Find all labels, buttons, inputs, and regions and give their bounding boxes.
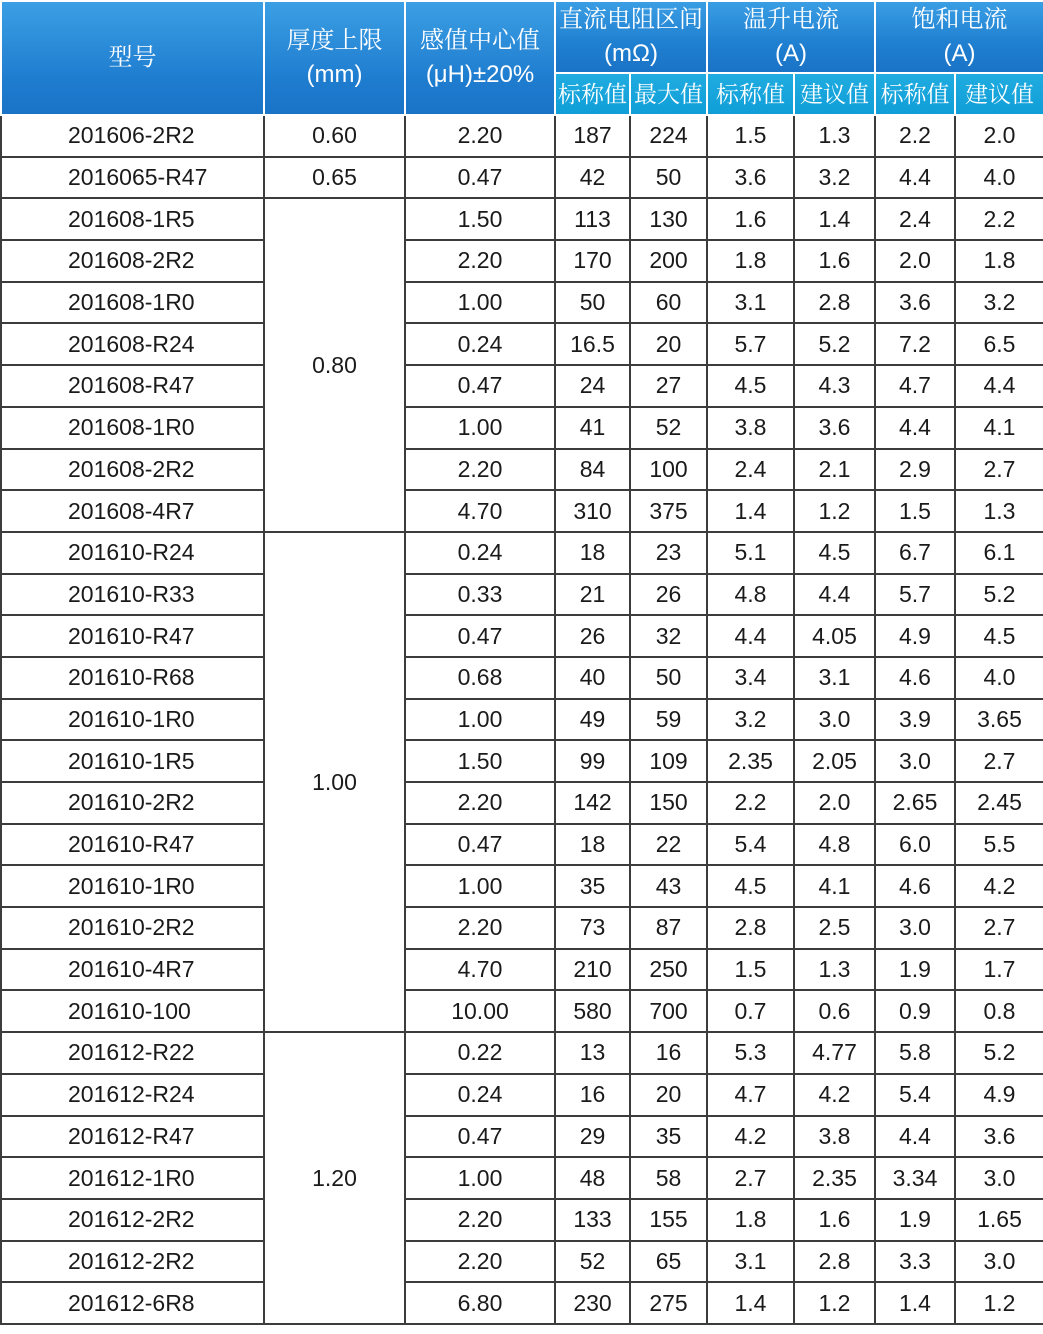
- model-cell: 201610-R47: [1, 824, 264, 866]
- model-cell: 201612-2R2: [1, 1199, 264, 1241]
- sat-nominal-cell: 4.7: [875, 365, 955, 407]
- temp-suggested-cell: 1.6: [794, 240, 875, 282]
- dcr-max-cell: 155: [630, 1199, 707, 1241]
- sat-suggested-cell: 1.8: [955, 240, 1043, 282]
- temp-suggested-cell: 2.8: [794, 282, 875, 324]
- model-cell: 201612-2R2: [1, 1241, 264, 1283]
- dcr-max-cell: 35: [630, 1116, 707, 1158]
- inductance-cell: 1.00: [405, 407, 555, 449]
- sat-suggested-cell: 1.3: [955, 490, 1043, 532]
- sat-nominal-cell: 3.34: [875, 1157, 955, 1199]
- dcr-max-cell: 43: [630, 865, 707, 907]
- temp-suggested-cell: 2.35: [794, 1157, 875, 1199]
- dcr-max-cell: 60: [630, 282, 707, 324]
- dcr-max-cell: 26: [630, 574, 707, 616]
- header-saturation-line2: (A): [943, 40, 976, 67]
- dcr-nominal-cell: 21: [555, 574, 630, 616]
- inductance-cell: 0.33: [405, 574, 555, 616]
- model-cell: 201608-2R2: [1, 449, 264, 491]
- inductance-cell: 2.20: [405, 1241, 555, 1283]
- temp-nominal-cell: 5.1: [707, 532, 794, 574]
- model-cell: 201606-2R2: [1, 115, 264, 157]
- sat-suggested-cell: 4.4: [955, 365, 1043, 407]
- dcr-nominal-cell: 18: [555, 532, 630, 574]
- inductance-cell: 1.00: [405, 282, 555, 324]
- inductance-cell: 4.70: [405, 949, 555, 991]
- sat-nominal-cell: 3.0: [875, 907, 955, 949]
- inductance-cell: 1.00: [405, 1157, 555, 1199]
- sat-suggested-cell: 4.1: [955, 407, 1043, 449]
- inductance-cell: 2.20: [405, 1199, 555, 1241]
- model-cell: 201608-1R0: [1, 282, 264, 324]
- temp-nominal-cell: 4.4: [707, 615, 794, 657]
- dcr-max-cell: 32: [630, 615, 707, 657]
- temp-nominal-cell: 2.7: [707, 1157, 794, 1199]
- dcr-nominal-cell: 49: [555, 699, 630, 741]
- temp-suggested-cell: 2.5: [794, 907, 875, 949]
- dcr-nominal-cell: 24: [555, 365, 630, 407]
- dcr-max-cell: 50: [630, 157, 707, 199]
- temp-nominal-cell: 4.2: [707, 1116, 794, 1158]
- sat-nominal-cell: 5.7: [875, 574, 955, 616]
- temp-suggested-cell: 2.1: [794, 449, 875, 491]
- inductance-cell: 2.20: [405, 240, 555, 282]
- sat-suggested-cell: 4.0: [955, 657, 1043, 699]
- thickness-cell: 0.65: [264, 157, 405, 199]
- thickness-cell: 1.00: [264, 532, 405, 1032]
- dcr-nominal-cell: 73: [555, 907, 630, 949]
- sat-suggested-cell: 2.2: [955, 198, 1043, 240]
- inductance-cell: 10.00: [405, 990, 555, 1032]
- temp-nominal-cell: 1.4: [707, 1282, 794, 1324]
- sat-suggested-cell: 2.7: [955, 740, 1043, 782]
- sat-suggested-cell: 6.1: [955, 532, 1043, 574]
- dcr-max-cell: 22: [630, 824, 707, 866]
- header-temp-nominal: 标称值: [707, 73, 794, 115]
- dcr-max-cell: 200: [630, 240, 707, 282]
- inductance-cell: 2.20: [405, 782, 555, 824]
- header-temp-rise-line2: (A): [775, 40, 807, 67]
- table-row: [1, 1074, 1043, 1116]
- dcr-nominal-cell: 40: [555, 657, 630, 699]
- table-row: [1, 449, 1043, 491]
- dcr-max-cell: 27: [630, 365, 707, 407]
- model-cell: 201608-1R5: [1, 198, 264, 240]
- model-cell: 201610-1R0: [1, 699, 264, 741]
- dcr-nominal-cell: 48: [555, 1157, 630, 1199]
- temp-suggested-cell: 1.6: [794, 1199, 875, 1241]
- dcr-nominal-cell: 580: [555, 990, 630, 1032]
- sat-nominal-cell: 2.4: [875, 198, 955, 240]
- sat-suggested-cell: 4.0: [955, 157, 1043, 199]
- temp-nominal-cell: 4.5: [707, 365, 794, 407]
- header-saturation-line1: 饱和电流: [911, 6, 1008, 33]
- dcr-max-cell: 109: [630, 740, 707, 782]
- sat-nominal-cell: 3.3: [875, 1241, 955, 1283]
- model-cell: 201610-4R7: [1, 949, 264, 991]
- table-row: [1, 282, 1043, 324]
- dcr-max-cell: 250: [630, 949, 707, 991]
- sat-suggested-cell: 3.65: [955, 699, 1043, 741]
- sat-nominal-cell: 4.4: [875, 407, 955, 449]
- model-cell: 201612-R24: [1, 1074, 264, 1116]
- sat-suggested-cell: 3.0: [955, 1241, 1043, 1283]
- header-dcr-nominal: 标称值: [555, 73, 630, 115]
- dcr-nominal-cell: 99: [555, 740, 630, 782]
- thickness-cell: 0.60: [264, 115, 405, 157]
- table-header: [1, 1, 1043, 115]
- dcr-max-cell: 87: [630, 907, 707, 949]
- temp-suggested-cell: 4.8: [794, 824, 875, 866]
- header-thickness: [264, 1, 405, 115]
- temp-nominal-cell: 4.7: [707, 1074, 794, 1116]
- temp-nominal-cell: 0.7: [707, 990, 794, 1032]
- table-row: [1, 115, 1043, 157]
- sat-nominal-cell: 4.6: [875, 657, 955, 699]
- header-inductance: [405, 1, 555, 115]
- table-row: [1, 407, 1043, 449]
- model-cell: 201612-1R0: [1, 1157, 264, 1199]
- model-cell: 201610-R47: [1, 615, 264, 657]
- table-row: [1, 323, 1043, 365]
- temp-nominal-cell: 5.4: [707, 824, 794, 866]
- sat-nominal-cell: 4.4: [875, 157, 955, 199]
- temp-suggested-cell: 3.1: [794, 657, 875, 699]
- temp-suggested-cell: 1.4: [794, 198, 875, 240]
- inductance-cell: 0.47: [405, 157, 555, 199]
- temp-nominal-cell: 3.8: [707, 407, 794, 449]
- table-row: [1, 615, 1043, 657]
- temp-suggested-cell: 5.2: [794, 323, 875, 365]
- temp-suggested-cell: 1.3: [794, 949, 875, 991]
- inductance-cell: 0.22: [405, 1032, 555, 1074]
- sat-suggested-cell: 2.0: [955, 115, 1043, 157]
- sat-suggested-cell: 1.65: [955, 1199, 1043, 1241]
- model-cell: 2016065-R47: [1, 157, 264, 199]
- sat-suggested-cell: 4.5: [955, 615, 1043, 657]
- dcr-nominal-cell: 210: [555, 949, 630, 991]
- sat-suggested-cell: 2.45: [955, 782, 1043, 824]
- dcr-max-cell: 65: [630, 1241, 707, 1283]
- sat-suggested-cell: 2.7: [955, 449, 1043, 491]
- table-row: [1, 365, 1043, 407]
- table-row: [1, 574, 1043, 616]
- inductance-cell: 2.20: [405, 907, 555, 949]
- header-temp-rise-line1: 温升电流: [743, 6, 839, 33]
- model-cell: 201610-1R0: [1, 865, 264, 907]
- header-sat-nominal: 标称值: [875, 73, 955, 115]
- table-row: [1, 490, 1043, 532]
- header-dcr-max: 最大值: [630, 73, 707, 115]
- table-row: [1, 990, 1043, 1032]
- temp-suggested-cell: 4.05: [794, 615, 875, 657]
- sat-nominal-cell: 1.9: [875, 1199, 955, 1241]
- thickness-cell: 0.80: [264, 198, 405, 532]
- dcr-nominal-cell: 84: [555, 449, 630, 491]
- temp-nominal-cell: 2.8: [707, 907, 794, 949]
- inductance-cell: 0.47: [405, 824, 555, 866]
- sat-nominal-cell: 2.65: [875, 782, 955, 824]
- model-cell: 201608-R47: [1, 365, 264, 407]
- dcr-max-cell: 375: [630, 490, 707, 532]
- table-row: [1, 657, 1043, 699]
- model-cell: 201610-2R2: [1, 782, 264, 824]
- model-cell: 201610-R24: [1, 532, 264, 574]
- temp-suggested-cell: 0.6: [794, 990, 875, 1032]
- temp-suggested-cell: 1.3: [794, 115, 875, 157]
- sat-nominal-cell: 5.8: [875, 1032, 955, 1074]
- temp-suggested-cell: 4.3: [794, 365, 875, 407]
- table-row: [1, 1199, 1043, 1241]
- table-row: [1, 699, 1043, 741]
- dcr-nominal-cell: 41: [555, 407, 630, 449]
- sat-suggested-cell: 6.5: [955, 323, 1043, 365]
- header-inductance-line1: 感值中心值: [420, 27, 540, 54]
- header-inductance-line2: (μH)±20%: [425, 61, 535, 88]
- dcr-max-cell: 20: [630, 1074, 707, 1116]
- table-row: [1, 865, 1043, 907]
- temp-suggested-cell: 3.2: [794, 157, 875, 199]
- dcr-max-cell: 58: [630, 1157, 707, 1199]
- table-row: [1, 157, 1043, 199]
- sat-suggested-cell: 5.2: [955, 574, 1043, 616]
- temp-nominal-cell: 1.8: [707, 240, 794, 282]
- temp-suggested-cell: 1.2: [794, 490, 875, 532]
- header-saturation: [875, 1, 1043, 73]
- inductance-cell: 0.24: [405, 323, 555, 365]
- header-dcr: [555, 1, 707, 73]
- sat-nominal-cell: 6.7: [875, 532, 955, 574]
- dcr-nominal-cell: 170: [555, 240, 630, 282]
- temp-nominal-cell: 1.5: [707, 949, 794, 991]
- dcr-max-cell: 20: [630, 323, 707, 365]
- table-row: [1, 240, 1043, 282]
- temp-nominal-cell: 3.4: [707, 657, 794, 699]
- sat-suggested-cell: 4.9: [955, 1074, 1043, 1116]
- temp-suggested-cell: 4.5: [794, 532, 875, 574]
- dcr-max-cell: 150: [630, 782, 707, 824]
- dcr-nominal-cell: 52: [555, 1241, 630, 1283]
- sat-nominal-cell: 3.0: [875, 740, 955, 782]
- dcr-max-cell: 130: [630, 198, 707, 240]
- sat-suggested-cell: 5.5: [955, 824, 1043, 866]
- temp-nominal-cell: 1.8: [707, 1199, 794, 1241]
- inductance-cell: 0.47: [405, 365, 555, 407]
- dcr-nominal-cell: 16.5: [555, 323, 630, 365]
- inductance-cell: 1.00: [405, 699, 555, 741]
- sat-nominal-cell: 3.9: [875, 699, 955, 741]
- table-row: [1, 740, 1043, 782]
- table-row: [1, 1241, 1043, 1283]
- temp-suggested-cell: 3.6: [794, 407, 875, 449]
- dcr-nominal-cell: 133: [555, 1199, 630, 1241]
- dcr-nominal-cell: 29: [555, 1116, 630, 1158]
- dcr-nominal-cell: 26: [555, 615, 630, 657]
- dcr-nominal-cell: 13: [555, 1032, 630, 1074]
- inductance-cell: 4.70: [405, 490, 555, 532]
- temp-nominal-cell: 4.8: [707, 574, 794, 616]
- sat-nominal-cell: 1.9: [875, 949, 955, 991]
- dcr-nominal-cell: 310: [555, 490, 630, 532]
- sat-nominal-cell: 4.6: [875, 865, 955, 907]
- dcr-nominal-cell: 35: [555, 865, 630, 907]
- inductance-cell: 0.47: [405, 615, 555, 657]
- model-cell: 201610-1R5: [1, 740, 264, 782]
- temp-nominal-cell: 5.3: [707, 1032, 794, 1074]
- sat-nominal-cell: 3.6: [875, 282, 955, 324]
- temp-nominal-cell: 1.5: [707, 115, 794, 157]
- model-cell: 201610-100: [1, 990, 264, 1032]
- dcr-max-cell: 16: [630, 1032, 707, 1074]
- temp-suggested-cell: 1.2: [794, 1282, 875, 1324]
- dcr-nominal-cell: 16: [555, 1074, 630, 1116]
- sat-suggested-cell: 4.2: [955, 865, 1043, 907]
- thickness-cell: 1.20: [264, 1032, 405, 1324]
- sat-nominal-cell: 2.9: [875, 449, 955, 491]
- dcr-nominal-cell: 50: [555, 282, 630, 324]
- inductance-cell: 0.24: [405, 1074, 555, 1116]
- table-row: [1, 1032, 1043, 1074]
- dcr-max-cell: 100: [630, 449, 707, 491]
- dcr-max-cell: 275: [630, 1282, 707, 1324]
- model-cell: 201608-2R2: [1, 240, 264, 282]
- temp-nominal-cell: 2.2: [707, 782, 794, 824]
- inductance-cell: 1.50: [405, 740, 555, 782]
- sat-suggested-cell: 3.0: [955, 1157, 1043, 1199]
- header-thickness-line1: 厚度上限: [286, 27, 383, 54]
- model-cell: 201610-2R2: [1, 907, 264, 949]
- temp-nominal-cell: 3.1: [707, 1241, 794, 1283]
- table-row: [1, 824, 1043, 866]
- temp-nominal-cell: 2.35: [707, 740, 794, 782]
- dcr-nominal-cell: 113: [555, 198, 630, 240]
- dcr-max-cell: 59: [630, 699, 707, 741]
- sat-nominal-cell: 2.2: [875, 115, 955, 157]
- sat-suggested-cell: 5.2: [955, 1032, 1043, 1074]
- dcr-nominal-cell: 142: [555, 782, 630, 824]
- header-dcr-line1: 直流电阻区间: [559, 6, 703, 33]
- sat-suggested-cell: 1.7: [955, 949, 1043, 991]
- sat-nominal-cell: 4.4: [875, 1116, 955, 1158]
- temp-nominal-cell: 1.4: [707, 490, 794, 532]
- sat-nominal-cell: 4.9: [875, 615, 955, 657]
- table-row: [1, 1157, 1043, 1199]
- table-row: [1, 198, 1043, 240]
- sat-suggested-cell: 0.8: [955, 990, 1043, 1032]
- header-temp-rise: [707, 1, 875, 73]
- table-body: [1, 115, 1043, 1324]
- sat-nominal-cell: 2.0: [875, 240, 955, 282]
- temp-suggested-cell: 2.0: [794, 782, 875, 824]
- dcr-nominal-cell: 18: [555, 824, 630, 866]
- dcr-max-cell: 224: [630, 115, 707, 157]
- header-temp-suggested: 建议值: [794, 73, 875, 115]
- temp-suggested-cell: 4.4: [794, 574, 875, 616]
- sat-nominal-cell: 1.5: [875, 490, 955, 532]
- sat-suggested-cell: 1.2: [955, 1282, 1043, 1324]
- temp-suggested-cell: 3.8: [794, 1116, 875, 1158]
- inductance-cell: 2.20: [405, 115, 555, 157]
- sat-suggested-cell: 2.7: [955, 907, 1043, 949]
- temp-suggested-cell: 4.2: [794, 1074, 875, 1116]
- temp-nominal-cell: 5.7: [707, 323, 794, 365]
- dcr-nominal-cell: 187: [555, 115, 630, 157]
- model-cell: 201612-R47: [1, 1116, 264, 1158]
- dcr-max-cell: 52: [630, 407, 707, 449]
- sat-nominal-cell: 1.4: [875, 1282, 955, 1324]
- dcr-max-cell: 700: [630, 990, 707, 1032]
- header-model: 型号: [1, 1, 264, 115]
- table-row: [1, 949, 1043, 991]
- inductance-cell: 1.00: [405, 865, 555, 907]
- temp-nominal-cell: 2.4: [707, 449, 794, 491]
- temp-suggested-cell: 2.05: [794, 740, 875, 782]
- header-dcr-line2: (mΩ): [604, 40, 658, 67]
- table-row: [1, 1116, 1043, 1158]
- temp-nominal-cell: 3.2: [707, 699, 794, 741]
- temp-suggested-cell: 4.1: [794, 865, 875, 907]
- inductance-cell: 0.68: [405, 657, 555, 699]
- sat-nominal-cell: 5.4: [875, 1074, 955, 1116]
- temp-nominal-cell: 1.6: [707, 198, 794, 240]
- sat-nominal-cell: 6.0: [875, 824, 955, 866]
- temp-nominal-cell: 3.1: [707, 282, 794, 324]
- temp-suggested-cell: 3.0: [794, 699, 875, 741]
- sat-suggested-cell: 3.2: [955, 282, 1043, 324]
- model-cell: 201612-R22: [1, 1032, 264, 1074]
- model-cell: 201608-1R0: [1, 407, 264, 449]
- model-cell: 201608-R24: [1, 323, 264, 365]
- temp-suggested-cell: 2.8: [794, 1241, 875, 1283]
- sat-suggested-cell: 3.6: [955, 1116, 1043, 1158]
- sat-nominal-cell: 7.2: [875, 323, 955, 365]
- model-cell: 201612-6R8: [1, 1282, 264, 1324]
- temp-suggested-cell: 4.77: [794, 1032, 875, 1074]
- inductance-cell: 1.50: [405, 198, 555, 240]
- inductance-cell: 2.20: [405, 449, 555, 491]
- temp-nominal-cell: 4.5: [707, 865, 794, 907]
- sat-nominal-cell: 0.9: [875, 990, 955, 1032]
- temp-nominal-cell: 3.6: [707, 157, 794, 199]
- table-row: [1, 907, 1043, 949]
- dcr-nominal-cell: 230: [555, 1282, 630, 1324]
- model-cell: 201610-R68: [1, 657, 264, 699]
- inductance-cell: 0.24: [405, 532, 555, 574]
- inductance-cell: 6.80: [405, 1282, 555, 1324]
- dcr-max-cell: 50: [630, 657, 707, 699]
- dcr-max-cell: 23: [630, 532, 707, 574]
- inductance-cell: 0.47: [405, 1116, 555, 1158]
- model-cell: 201610-R33: [1, 574, 264, 616]
- table-row: [1, 1282, 1043, 1324]
- header-thickness-line2: (mm): [306, 61, 363, 88]
- table-row: [1, 532, 1043, 574]
- header-sat-suggested: 建议值: [955, 73, 1043, 115]
- model-cell: 201608-4R7: [1, 490, 264, 532]
- dcr-nominal-cell: 42: [555, 157, 630, 199]
- table-row: [1, 782, 1043, 824]
